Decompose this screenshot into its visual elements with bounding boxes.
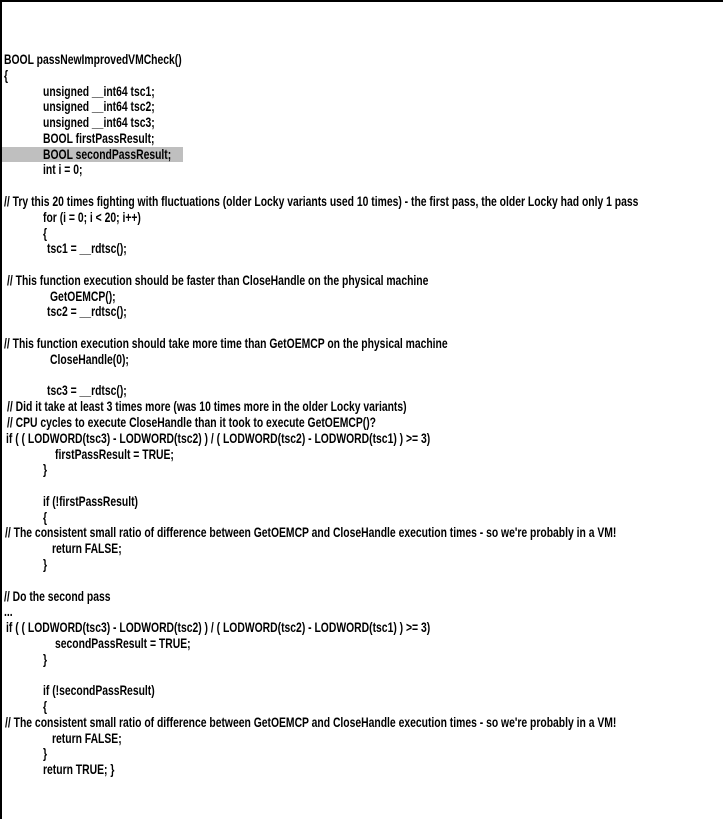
- code-line: // Try this 20 times fighting with fluctuations (older Locky variants used 10 times) - the first pass, the older Locky had only 1 pass: [4, 193, 639, 210]
- code-line: if (!firstPassResult): [43, 492, 138, 509]
- code-line: GetOEMCP();: [50, 287, 116, 304]
- code-line: }: [43, 555, 48, 572]
- code-line: CloseHandle(0);: [50, 350, 129, 367]
- code-line: tsc3 = __rdtsc();: [47, 382, 127, 399]
- code-line: {: [43, 508, 48, 525]
- code-line: BOOL secondPassResult;: [43, 145, 172, 162]
- code-line: }: [43, 745, 48, 762]
- code-line: return TRUE; }: [43, 761, 115, 778]
- code-line: return FALSE;: [52, 729, 122, 746]
- code-line: // The consistent small ratio of difference between GetOEMCP and CloseHandle execution times - so we're probably in a VM!: [5, 713, 617, 730]
- code-line: BOOL firstPassResult;: [43, 129, 155, 146]
- code-line: // This function execution should take more time than GetOEMCP on the physical machine: [4, 335, 448, 352]
- code-line: // Did it take at least 3 times more (was 10 times more in the older Locky variants): [7, 398, 407, 415]
- code-line: for (i = 0; i < 20; i++): [43, 208, 141, 225]
- code-line: // The consistent small ratio of difference between GetOEMCP and CloseHandle execution times - so we're probably in a VM!: [5, 524, 617, 541]
- code-line: int i = 0;: [43, 161, 83, 178]
- code-line: unsigned __int64 tsc2;: [43, 98, 155, 115]
- code-line: tsc1 = __rdtsc();: [47, 240, 127, 257]
- code-line: firstPassResult = TRUE;: [55, 445, 174, 462]
- code-area[interactable]: [2, 2, 723, 819]
- code-line: {: [43, 224, 48, 241]
- code-line: tsc2 = __rdtsc();: [47, 303, 127, 320]
- code-line: return FALSE;: [52, 540, 122, 557]
- code-line: {: [43, 697, 48, 714]
- code-line: if ( ( LODWORD(tsc3) - LODWORD(tsc2) ) / ( LODWORD(tsc2) - LODWORD(tsc1) ) >= 3): [6, 619, 431, 636]
- code-line: // Do the second pass: [4, 587, 111, 604]
- code-line: BOOL passNewImprovedVMCheck(): [4, 51, 182, 67]
- code-line: }: [43, 461, 48, 478]
- code-line: if ( ( LODWORD(tsc3) - LODWORD(tsc2) ) / ( LODWORD(tsc2) - LODWORD(tsc1) ) >= 3): [6, 429, 431, 446]
- code-line: unsigned __int64 tsc3;: [43, 114, 155, 131]
- code-line: }: [43, 650, 48, 667]
- code-line: {: [4, 66, 9, 83]
- code-line: secondPassResult = TRUE;: [55, 634, 191, 651]
- code-line: if (!secondPassResult): [43, 682, 155, 699]
- code-line: unsigned __int64 tsc1;: [43, 82, 155, 99]
- code-line: // This function execution should be faster than CloseHandle on the physical machine: [7, 271, 429, 288]
- code-line: // CPU cycles to execute CloseHandle than it took to execute GetOEMCP()?: [7, 413, 377, 430]
- code-line: ...: [4, 603, 13, 620]
